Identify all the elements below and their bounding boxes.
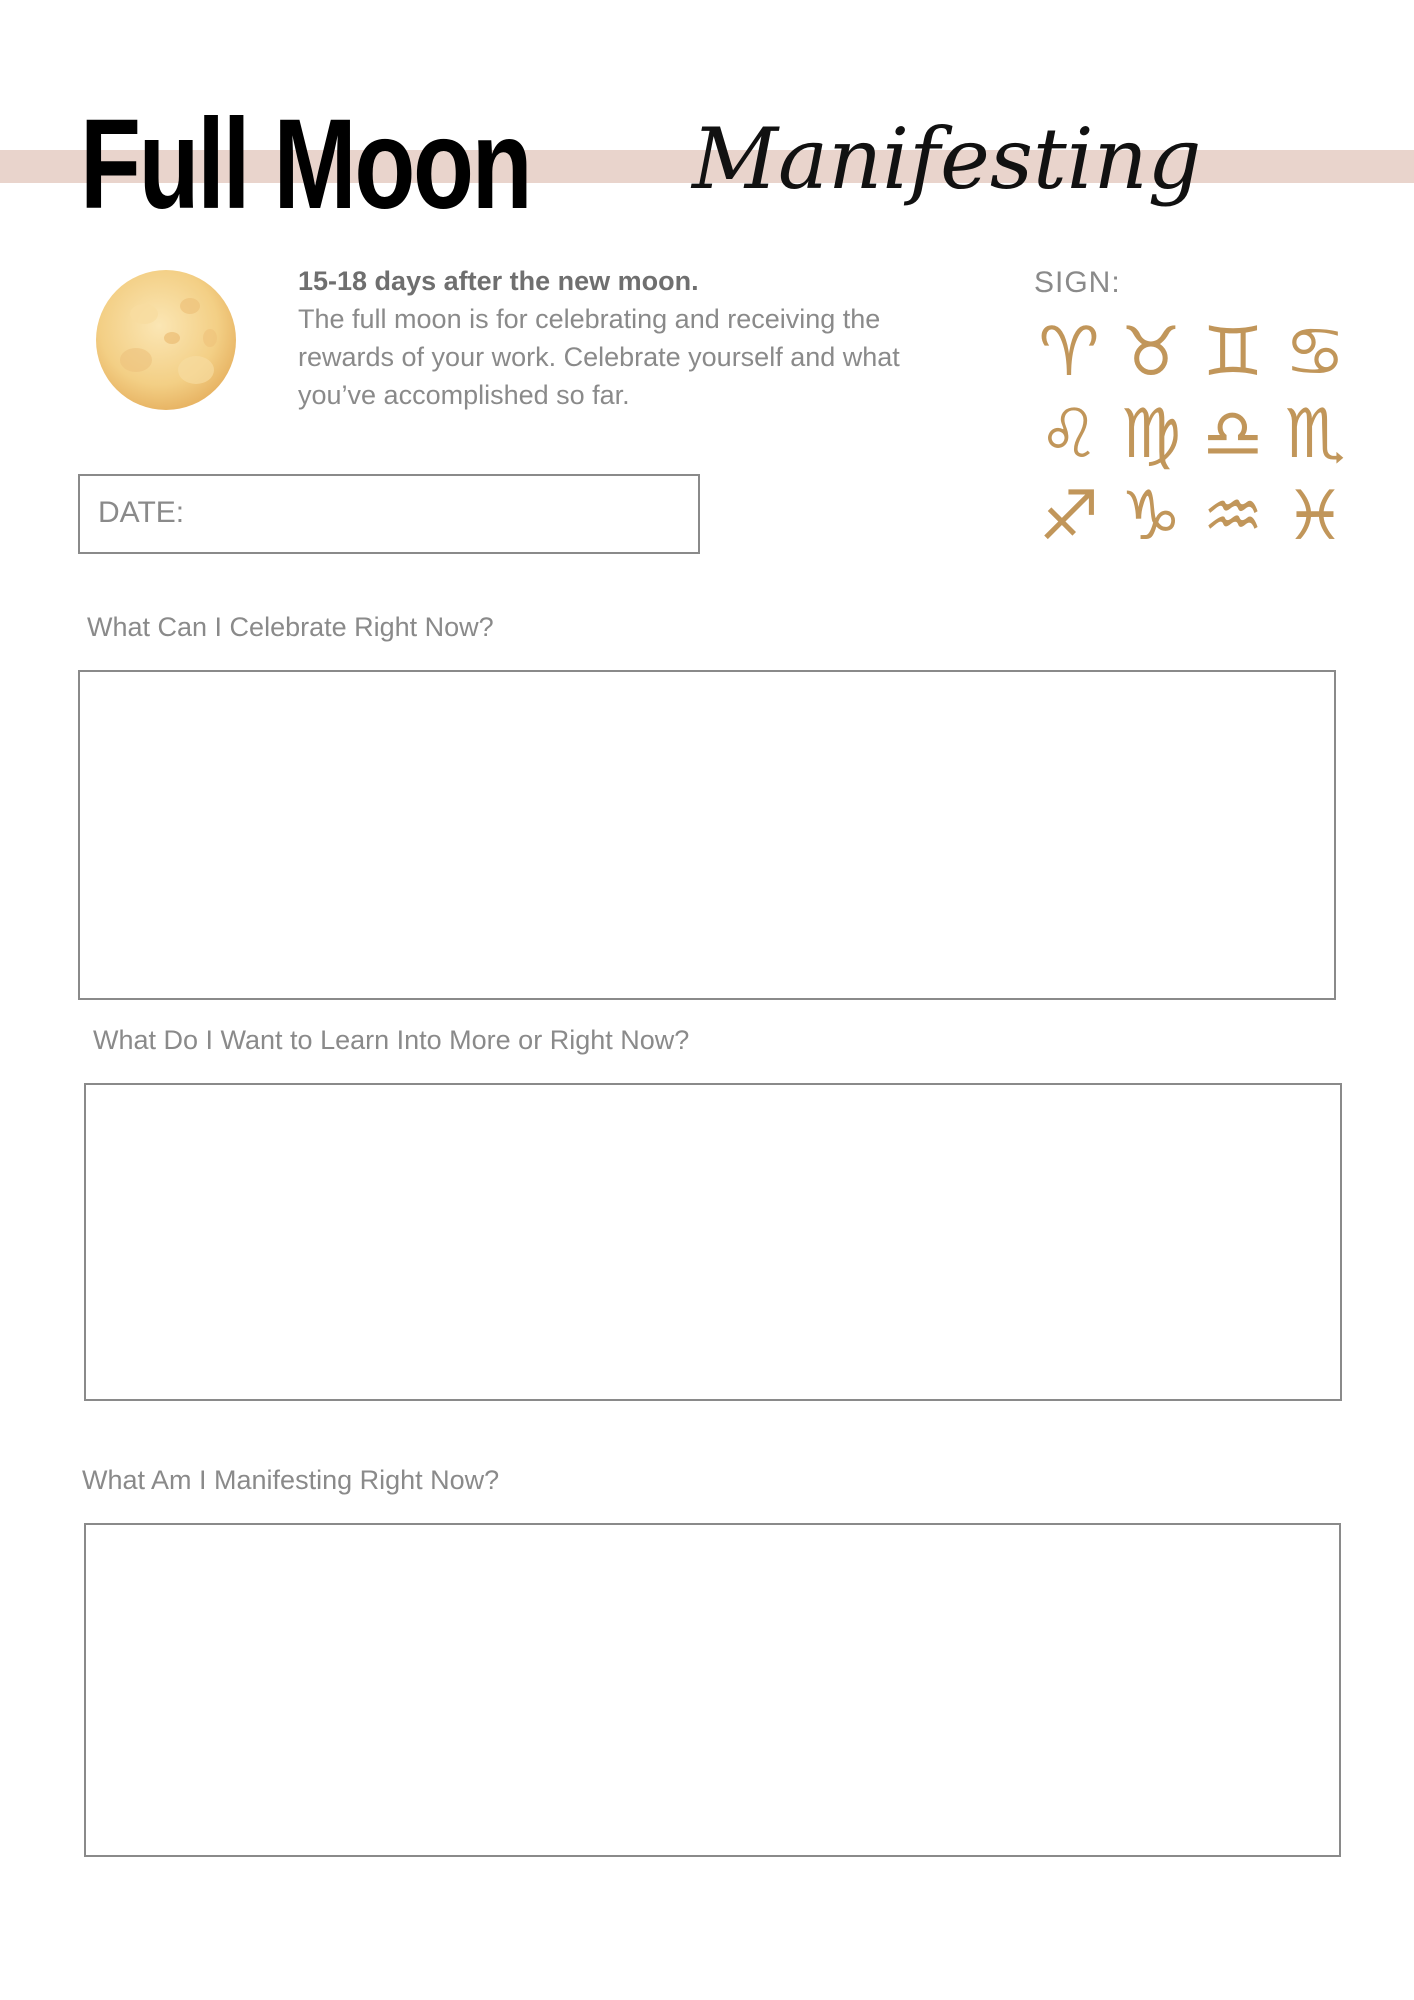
- libra-icon[interactable]: ♎: [1202, 395, 1264, 474]
- date-field[interactable]: [78, 474, 700, 554]
- aries-icon[interactable]: ♈: [1038, 313, 1100, 392]
- date-label: DATE:: [98, 496, 185, 529]
- leo-icon[interactable]: ♌: [1038, 395, 1100, 474]
- full-moon-icon: [92, 266, 240, 414]
- intro-body: The full moon is for celebrating and receiving the rewards of your work. Celebrate yourself and what you’ve accomplished so far.: [298, 304, 900, 410]
- answer-box-manifesting[interactable]: [84, 1523, 1341, 1857]
- zodiac-sign-grid: [1028, 312, 1358, 558]
- page-title: Full Moon: [80, 93, 531, 236]
- sign-label: SIGN:: [1034, 266, 1121, 299]
- question-learn-label: What Do I Want to Learn Into More or Right Now?: [93, 1025, 690, 1055]
- scorpio-icon[interactable]: ♏: [1284, 395, 1346, 474]
- aquarius-icon[interactable]: ♒: [1202, 477, 1264, 556]
- intro-text: [298, 262, 958, 414]
- answer-box-learn[interactable]: [84, 1083, 1342, 1401]
- script-subtitle: [688, 110, 1202, 235]
- capricorn-icon[interactable]: ♑: [1120, 477, 1182, 556]
- script-subtitle-text: Manifesting: [692, 110, 1202, 208]
- intro-lead: 15-18 days after the new moon.: [298, 266, 699, 296]
- cancer-icon[interactable]: ♋: [1284, 313, 1346, 392]
- gemini-icon[interactable]: ♊: [1202, 313, 1264, 392]
- question-manifesting-label: What Am I Manifesting Right Now?: [82, 1465, 500, 1495]
- pisces-icon[interactable]: ♓: [1284, 477, 1346, 556]
- virgo-icon[interactable]: ♍: [1120, 395, 1182, 474]
- taurus-icon[interactable]: ♉: [1120, 313, 1182, 392]
- sagittarius-icon[interactable]: ♐: [1038, 477, 1100, 556]
- answer-box-celebrate[interactable]: [78, 670, 1336, 1000]
- question-celebrate-label: What Can I Celebrate Right Now?: [87, 612, 494, 642]
